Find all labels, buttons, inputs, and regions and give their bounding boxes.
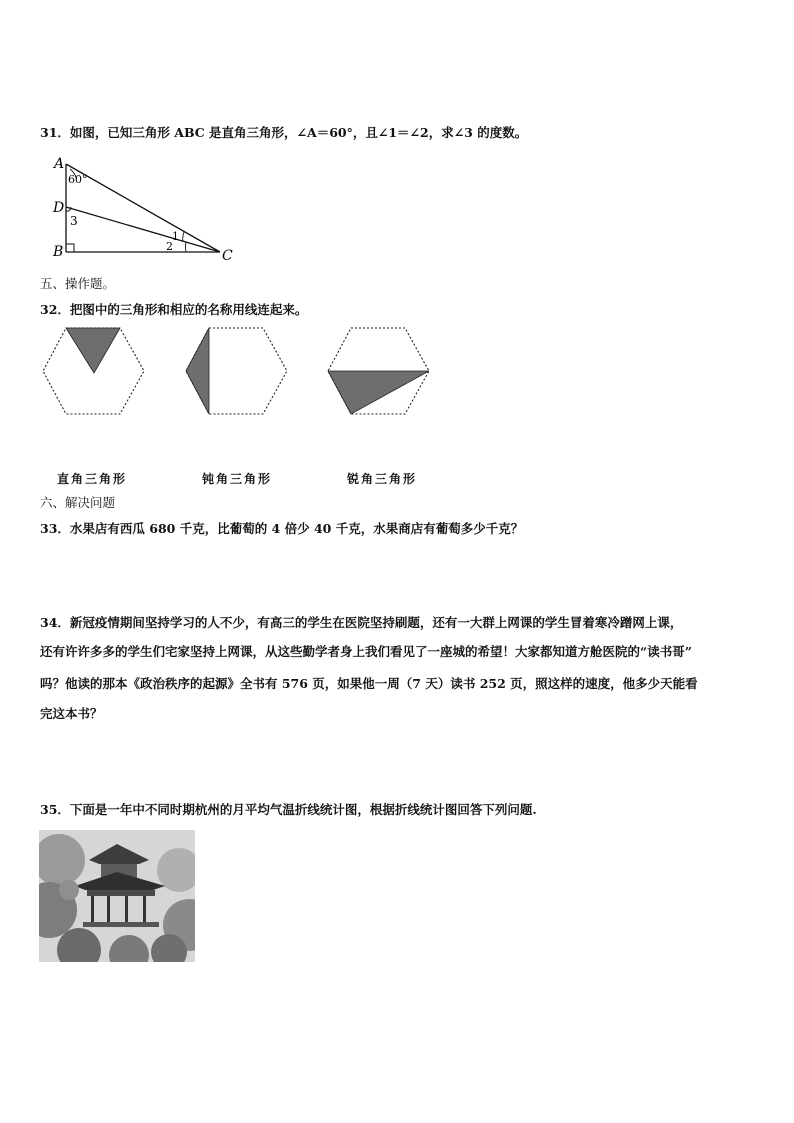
- hexagon-figure-2: [183, 325, 293, 420]
- q34-line-1: 34．新冠疫情期间坚持学习的人不少，有高三的学生在医院坚持刷题，还有一大群上网课的学生冒着寒冷蹭网上课，: [40, 615, 683, 630]
- pavilion-photo: [39, 830, 195, 962]
- section-5-heading: 五、操作题。: [40, 276, 116, 291]
- side-ac: [66, 164, 220, 252]
- label-1: 1: [172, 230, 179, 243]
- angle-1-arc: [183, 232, 184, 242]
- label-b: B: [53, 244, 64, 260]
- segment-dc: [66, 207, 220, 252]
- q35-text: 35．下面是一年中不同时期杭州的月平均气温折线统计图，根据折线统计图回答下列问题.: [40, 802, 537, 817]
- right-angle-mark: [66, 244, 74, 252]
- section-6-heading: 六、解决问题: [40, 495, 116, 510]
- label-c: C: [222, 248, 233, 264]
- caption-obtuse-triangle: 钝角三角形: [202, 472, 273, 486]
- q34-line-3: 吗？他读的那本《政治秩序的起源》全书有 576 页，如果他一周（7 天）读书 252 页，照这样的速度，他多少天能看: [40, 676, 698, 691]
- label-3: 3: [70, 214, 78, 228]
- hexagon-figure-3: [325, 325, 435, 420]
- q31-text: 31．如图，已知三角形 ABC 是直角三角形，∠A＝60°，且∠1＝∠2，求∠3 的度数。: [40, 125, 528, 140]
- q34-line-4: 完这本书？: [40, 706, 103, 721]
- angle-2-arc: [186, 242, 187, 252]
- shaded-triangle: [186, 328, 209, 414]
- q33-text: 33．水果店有西瓜 680 千克，比葡萄的 4 倍少 40 千克，水果商店有葡萄多少千克？: [40, 521, 524, 536]
- label-2: 2: [166, 240, 173, 253]
- q32-text: 32．把图中的三角形和相应的名称用线连起来。: [40, 302, 308, 317]
- q34-line-2: 还有许许多多的学生们宅家坚持上网课，从这些勤学者身上我们看见了一座城的希望！大家都知道方舱医院的“读书哥”: [40, 644, 692, 659]
- caption-acute-triangle: 锐角三角形: [347, 472, 418, 486]
- hexagon-figure-1: [40, 325, 150, 420]
- label-d: D: [53, 200, 65, 216]
- q31-triangle-figure: [48, 152, 248, 264]
- caption-right-triangle: 直角三角形: [57, 472, 128, 486]
- label-a: A: [54, 156, 65, 172]
- label-60: 60°: [68, 173, 88, 186]
